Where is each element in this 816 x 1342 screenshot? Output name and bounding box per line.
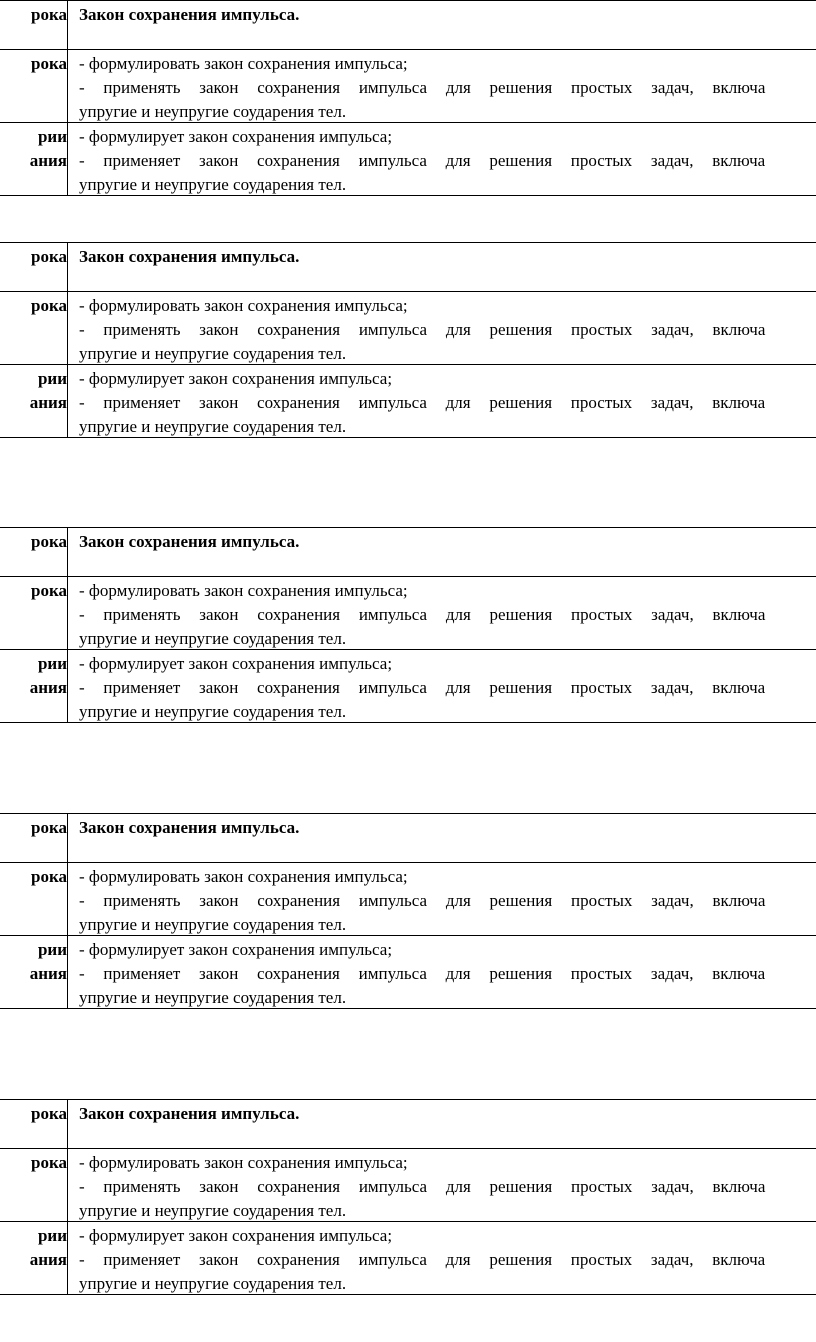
criteria-label <box>0 650 68 722</box>
goals-line-2: - применять закон сохранения импульса для решения простых задач, включа <box>79 891 766 910</box>
goals-line-2: - применять закон сохранения импульса для решения простых задач, включа <box>79 605 766 624</box>
criteria-label <box>0 936 68 1008</box>
lesson-table-4 <box>0 813 816 1009</box>
goals-line-3: упругие и неупругие соударения тел. <box>79 1201 347 1220</box>
goals-line-3: упругие и неупругие соударения тел. <box>79 344 347 363</box>
topic-label <box>0 1 68 49</box>
criteria-label-line-2: ания <box>29 964 67 983</box>
criteria-label-line-2: ания <box>29 678 67 697</box>
goals-line-2: - применять закон сохранения импульса для решения простых задач, включа <box>79 320 766 339</box>
criteria-label-line-2: ания <box>29 393 67 412</box>
criteria-label <box>0 1222 68 1294</box>
criteria-row <box>0 123 816 195</box>
goals-line-3: упругие и неупругие соударения тел. <box>79 629 347 648</box>
criteria-row <box>0 650 816 722</box>
goals-line-2: - применять закон сохранения импульса для решения простых задач, включа <box>79 78 766 97</box>
criteria-label-line-1: рии <box>37 654 67 673</box>
criteria-line-1: - формулирует закон сохранения импульса; <box>79 1226 393 1245</box>
goals-value <box>79 863 816 937</box>
goals-value <box>79 577 816 651</box>
goals-line-1: - формулировать закон сохранения импульса; <box>79 296 408 315</box>
criteria-line-2: - применяет закон сохранения импульса для решения простых задач, включа <box>79 964 766 983</box>
goals-line-3: упругие и неупругие соударения тел. <box>79 102 347 121</box>
goals-row <box>0 577 816 650</box>
criteria-label <box>0 123 68 195</box>
topic-row <box>0 1100 816 1149</box>
criteria-label-line-1: рии <box>37 1226 67 1245</box>
goals-label <box>0 292 68 364</box>
topic-row <box>0 243 816 292</box>
lesson-table-1 <box>0 0 816 196</box>
topic-label <box>0 1100 68 1148</box>
goals-value <box>79 50 816 124</box>
criteria-line-2: - применяет закон сохранения импульса для решения простых задач, включа <box>79 1250 766 1269</box>
goals-label-text: рока <box>31 1153 67 1172</box>
topic-value: Закон сохранения импульса. <box>79 532 300 551</box>
criteria-line-3: упругие и неупругие соударения тел. <box>79 417 347 436</box>
goals-value <box>79 292 816 366</box>
criteria-label-line-1: рии <box>37 369 67 388</box>
criteria-label-line-1: рии <box>37 940 67 959</box>
goals-label-text: рока <box>31 867 67 886</box>
criteria-label-line-1: рии <box>37 127 67 146</box>
criteria-row <box>0 1222 816 1294</box>
lesson-table-3 <box>0 527 816 723</box>
goals-row <box>0 863 816 936</box>
criteria-line-1: - формулирует закон сохранения импульса; <box>79 654 393 673</box>
criteria-line-1: - формулирует закон сохранения импульса; <box>79 127 393 146</box>
criteria-label-line-2: ания <box>29 151 67 170</box>
criteria-label <box>0 365 68 437</box>
topic-label-text: рока <box>31 1104 67 1123</box>
goals-label-text: рока <box>31 54 67 73</box>
goals-line-1: - формулировать закон сохранения импульса; <box>79 581 408 600</box>
goals-value <box>79 1149 816 1223</box>
goals-line-1: - формулировать закон сохранения импульса; <box>79 54 408 73</box>
goals-row <box>0 1149 816 1222</box>
criteria-row <box>0 936 816 1008</box>
criteria-value <box>79 650 816 724</box>
goals-label <box>0 863 68 935</box>
criteria-line-2: - применяет закон сохранения импульса для решения простых задач, включа <box>79 393 766 412</box>
criteria-line-3: упругие и неупругие соударения тел. <box>79 175 347 194</box>
criteria-line-1: - формулирует закон сохранения импульса; <box>79 369 393 388</box>
topic-row <box>0 1 816 50</box>
lesson-table-5 <box>0 1099 816 1295</box>
topic-label <box>0 814 68 862</box>
topic-label <box>0 528 68 576</box>
goals-label-text: рока <box>31 581 67 600</box>
criteria-line-3: упругие и неупругие соударения тел. <box>79 1274 347 1293</box>
topic-row <box>0 528 816 577</box>
criteria-line-3: упругие и неупругие соударения тел. <box>79 988 347 1007</box>
criteria-value <box>79 936 816 1010</box>
criteria-value <box>79 1222 816 1296</box>
topic-value: Закон сохранения импульса. <box>79 818 300 837</box>
goals-row <box>0 292 816 365</box>
topic-label-text: рока <box>31 247 67 266</box>
goals-line-1: - формулировать закон сохранения импульса; <box>79 1153 408 1172</box>
goals-line-3: упругие и неупругие соударения тел. <box>79 915 347 934</box>
goals-line-1: - формулировать закон сохранения импульса; <box>79 867 408 886</box>
criteria-line-2: - применяет закон сохранения импульса для решения простых задач, включа <box>79 151 766 170</box>
topic-value: Закон сохранения импульса. <box>79 247 300 266</box>
criteria-value <box>79 365 816 439</box>
topic-label-text: рока <box>31 5 67 24</box>
topic-label-text: рока <box>31 532 67 551</box>
criteria-label-line-2: ания <box>29 1250 67 1269</box>
topic-value: Закон сохранения импульса. <box>79 1104 300 1123</box>
criteria-value <box>79 123 816 197</box>
criteria-line-1: - формулирует закон сохранения импульса; <box>79 940 393 959</box>
criteria-row <box>0 365 816 437</box>
goals-label-text: рока <box>31 296 67 315</box>
criteria-line-3: упругие и неупругие соударения тел. <box>79 702 347 721</box>
topic-label-text: рока <box>31 818 67 837</box>
goals-row <box>0 50 816 123</box>
lesson-table-2 <box>0 242 816 438</box>
topic-value: Закон сохранения импульса. <box>79 5 300 24</box>
goals-label <box>0 50 68 122</box>
topic-row <box>0 814 816 863</box>
goals-label <box>0 1149 68 1221</box>
goals-line-2: - применять закон сохранения импульса для решения простых задач, включа <box>79 1177 766 1196</box>
topic-label <box>0 243 68 291</box>
criteria-line-2: - применяет закон сохранения импульса для решения простых задач, включа <box>79 678 766 697</box>
goals-label <box>0 577 68 649</box>
